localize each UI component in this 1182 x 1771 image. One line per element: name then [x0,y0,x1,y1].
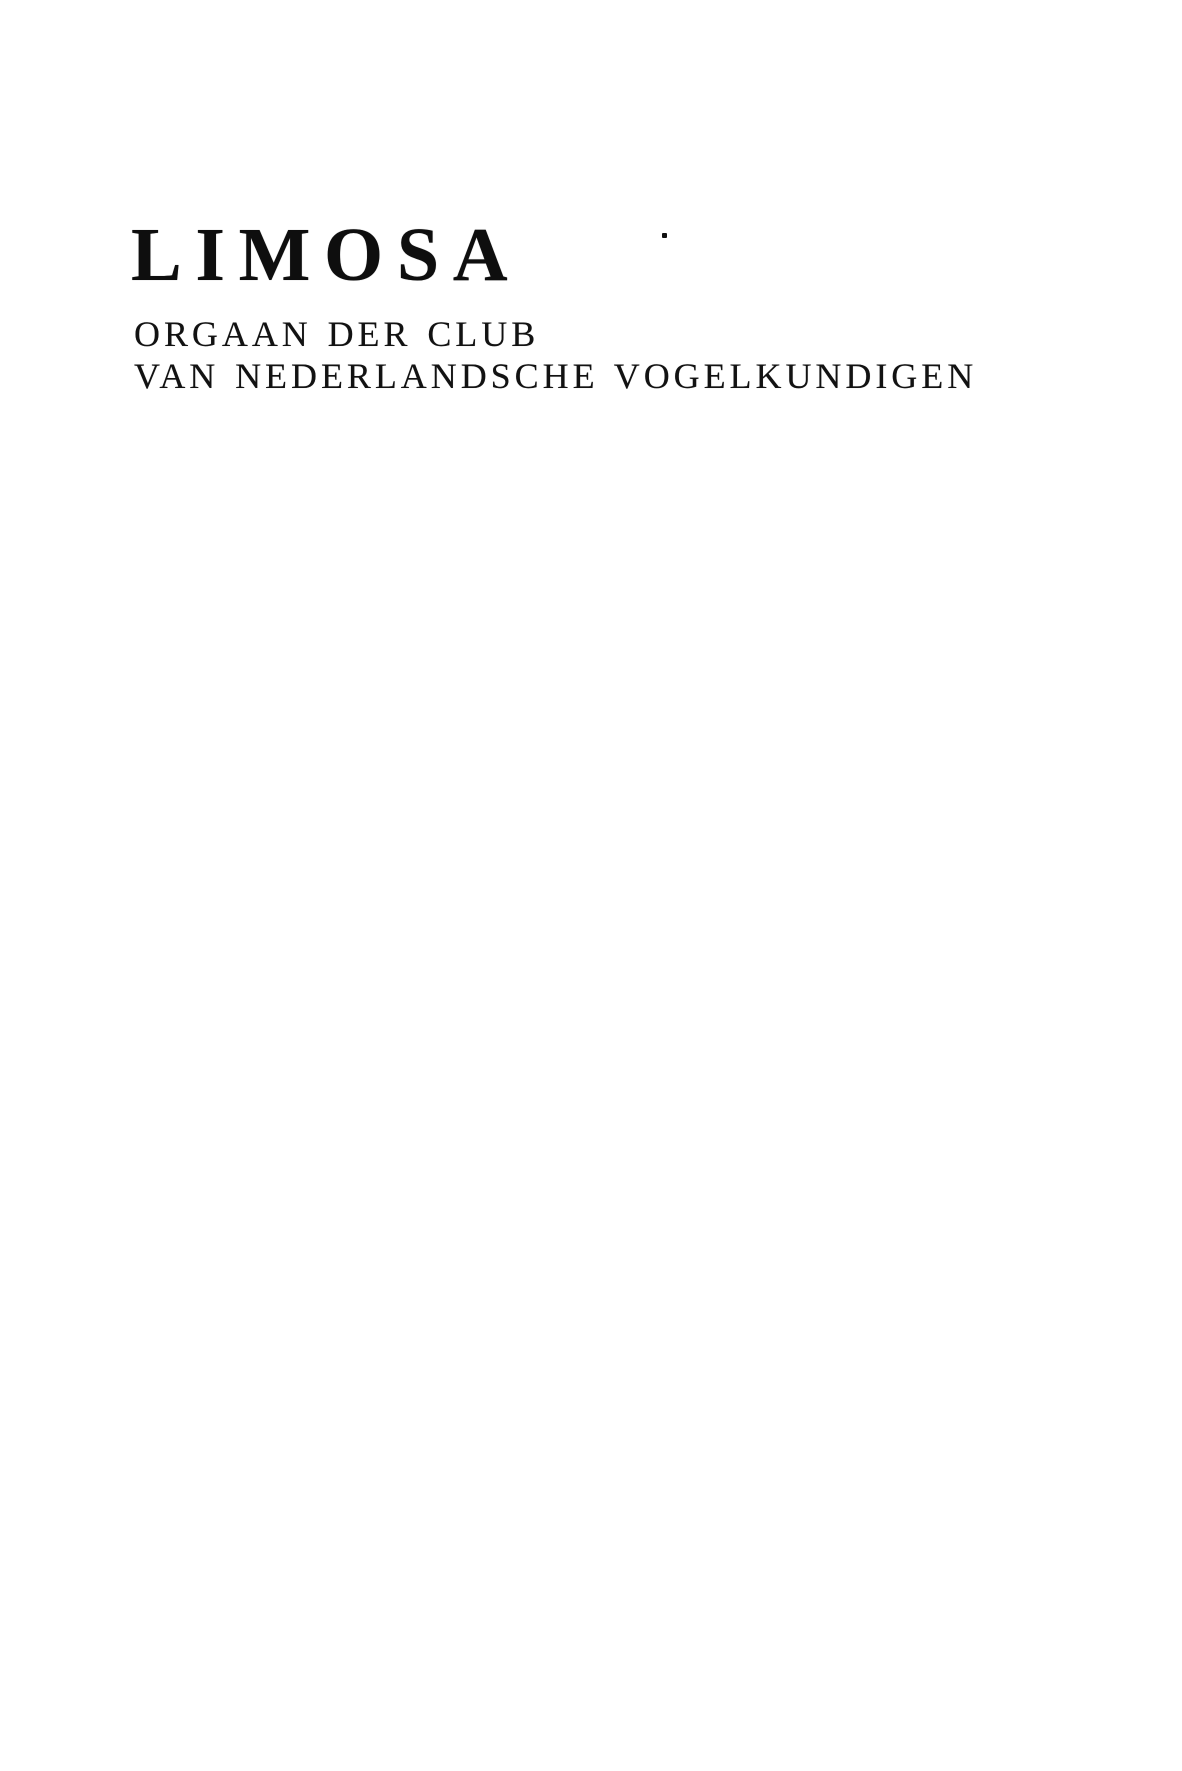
ink-dot-artifact [662,233,667,238]
journal-title: LIMOSA [131,213,522,297]
journal-subtitle [134,313,977,397]
subtitle-line-1: ORGAAN DER CLUB [134,314,540,354]
subtitle-line-2: VAN NEDERLANDSCHE VOGELKUNDIGEN [134,356,978,396]
